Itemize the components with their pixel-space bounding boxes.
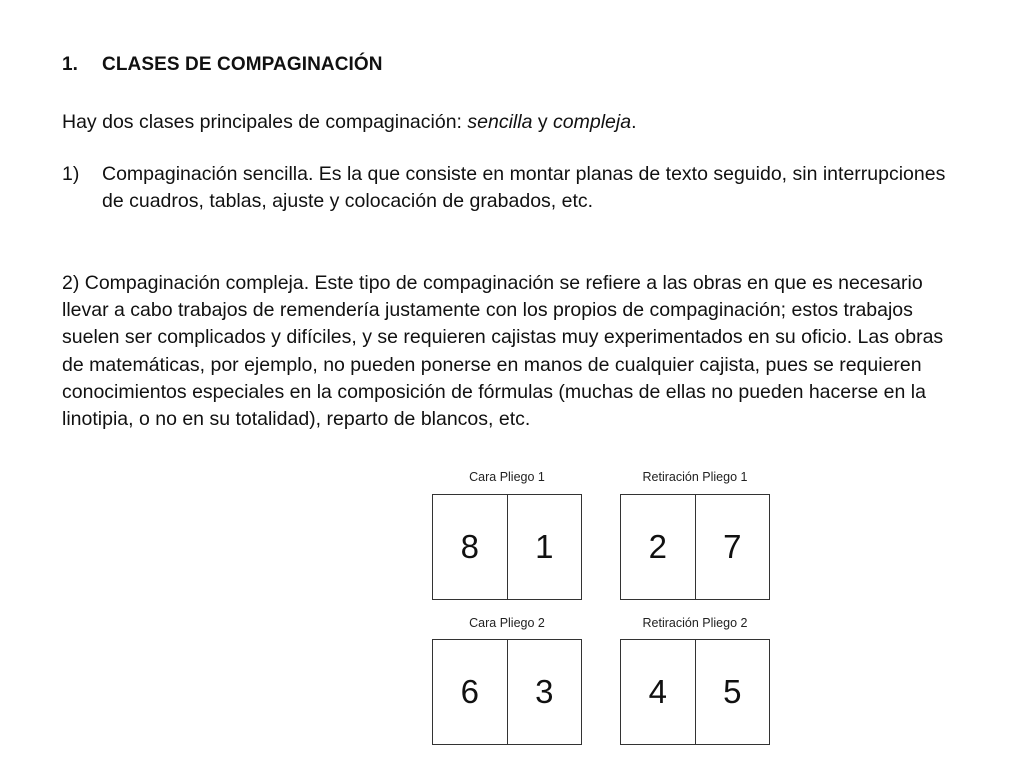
page-number: 7 <box>695 495 770 599</box>
sheet-retiracion-pliego-1 <box>620 494 770 600</box>
page-number: 3 <box>507 640 582 744</box>
page-number: 8 <box>460 528 479 565</box>
page-number: 1 <box>507 495 582 599</box>
page-number: 2 <box>648 528 667 565</box>
sheet-cara-pliego-2 <box>432 639 582 745</box>
sheet-label: Retiración Pliego 2 <box>642 616 748 630</box>
intro-paragraph <box>62 109 637 136</box>
page-number: 4 <box>648 673 667 710</box>
sheet-label: Cara Pliego 2 <box>469 616 545 630</box>
section-heading <box>62 54 383 76</box>
sheet-cara-pliego-1 <box>432 494 582 600</box>
page-number: 5 <box>695 640 770 744</box>
sheet-label: Retiración Pliego 1 <box>642 470 748 484</box>
page-number: 6 <box>460 673 479 710</box>
paragraph-compleja: 2) Compaginación compleja. Este tipo de compaginación se refiere a las obras en que es necesario llevar a cabo trabajos de remendería justamente con los propios de compaginación; estos trabajos suelen ser complicados y difíciles, y se requieren cajistas muy experimentados en su oficio. Las obras de matemáticas, por ejemplo, no pueden ponerse en manos de cualquier cajista, pues se requieren conocimientos especiales en la composición de fórmulas (muchas de ellas no pueden hacerse en la linotipia, o no en su totalidad), reparto de blancos, etc. <box>62 272 944 431</box>
sheet-retiracion-pliego-2 <box>620 639 770 745</box>
list-item-sencilla <box>62 161 962 215</box>
section-title: CLASES DE COMPAGINACIÓN <box>102 54 383 75</box>
intro-end: . <box>631 111 637 133</box>
sheet-label: Cara Pliego 1 <box>469 470 545 484</box>
intro-term-sencilla: sencilla <box>467 111 533 133</box>
list-item-marker: 1) <box>62 163 80 185</box>
intro-term-compleja: compleja <box>553 111 632 133</box>
intro-connector: y <box>532 111 554 133</box>
list-item-text: Compaginación sencilla. Es la que consiste en montar planas de texto seguido, sin interrupciones de cuadros, tablas, ajuste y colocación de grabados, etc. <box>102 163 946 212</box>
section-number: 1. <box>62 54 79 75</box>
intro-text: Hay dos clases principales de compaginación: <box>62 111 468 133</box>
